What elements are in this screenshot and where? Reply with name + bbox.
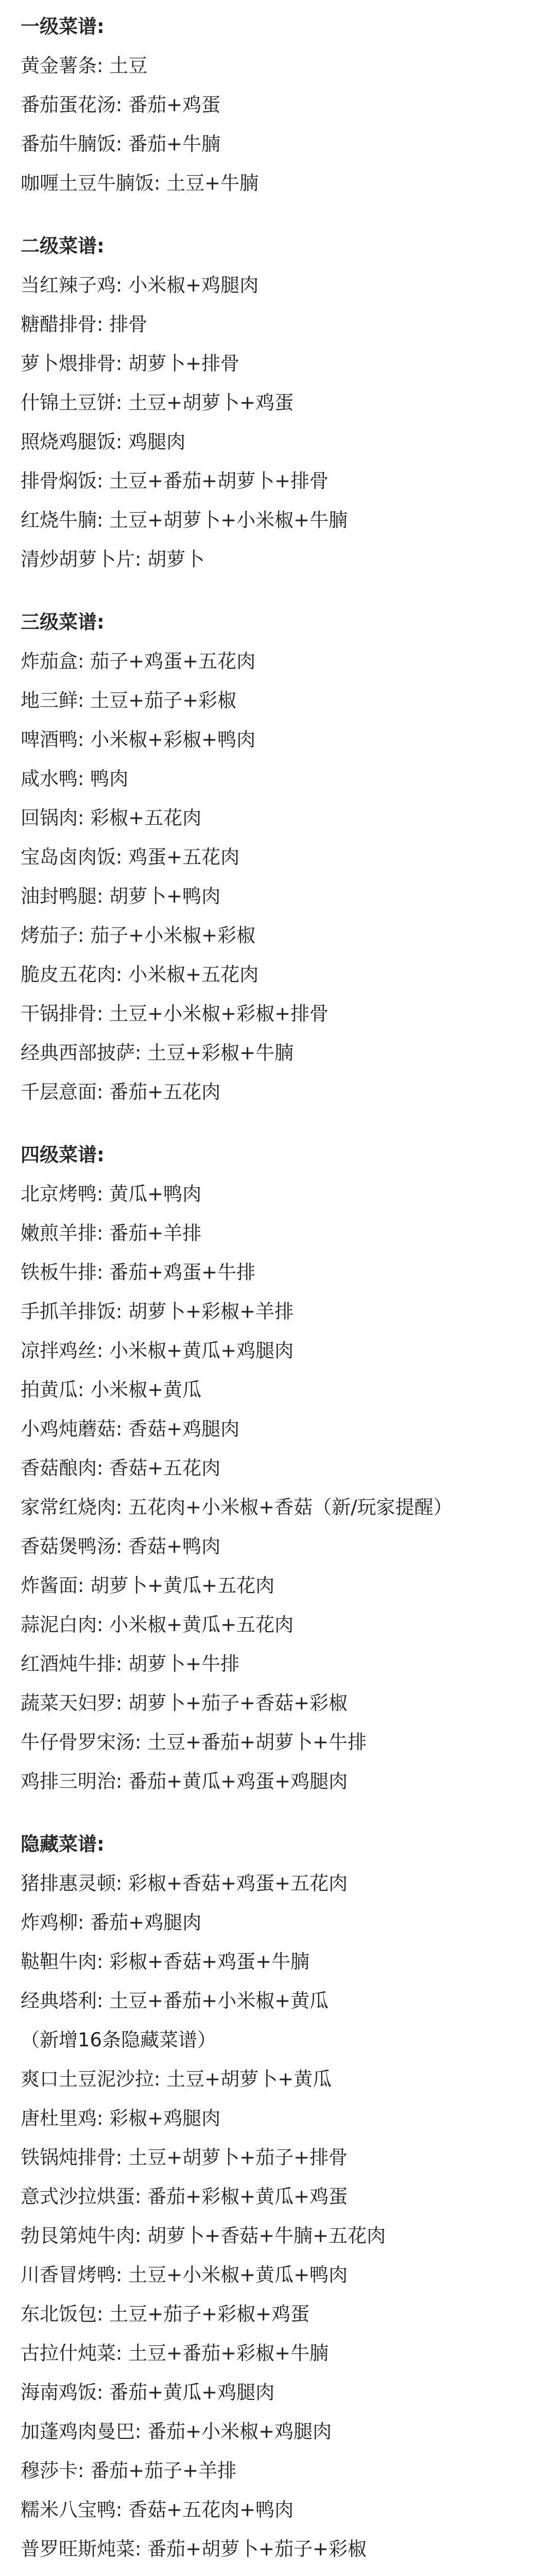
recipe-item: 古拉什炖菜: 土豆+番茄+彩椒+牛腩: [21, 2342, 329, 2364]
recipe-item: 海南鸡饭: 番茄+黄瓜+鸡腿肉: [21, 2381, 275, 2403]
recipe-item: 鸡排三明治: 番茄+黄瓜+鸡蛋+鸡腿肉: [21, 1770, 348, 1792]
section-title: 隐藏菜谱:: [21, 1833, 105, 1855]
recipe-item: 红烧牛腩: 土豆+胡萝卜+小米椒+牛腩: [21, 509, 348, 531]
recipe-section: [21, 603, 556, 1112]
recipe-item: 香菇酿肉: 香菇+五花肉: [21, 1457, 221, 1479]
recipe-item: 猪排惠灵顿: 彩椒+香菇+鸡蛋+五花肉: [21, 1872, 348, 1894]
recipe-item: 北京烤鸭: 黄瓜+鸭肉: [21, 1183, 202, 1205]
recipe-item: 当红辣子鸡: 小米椒+鸡腿肉: [21, 274, 259, 296]
recipe-item: 东北饭包: 土豆+茄子+彩椒+鸡蛋: [21, 2303, 310, 2325]
recipe-sections: [21, 7, 556, 2576]
section-title: 三级菜谱:: [21, 611, 105, 633]
recipe-item: 加蓬鸡肉曼巴: 番茄+小米椒+鸡腿肉: [21, 2420, 332, 2443]
recipe-item: 糯米八宝鸭: 香菇+五花肉+鸭肉: [21, 2499, 294, 2521]
section-title: 二级菜谱:: [21, 235, 105, 257]
recipe-item: 铁锅炖排骨: 土豆+胡萝卜+茄子+排骨: [21, 2146, 348, 2168]
section-title: 四级菜谱:: [21, 1144, 105, 1166]
recipe-item: 铁板牛排: 番茄+鸡蛋+牛排: [21, 1261, 256, 1283]
recipe-item: 宝岛卤肉饭: 鸡蛋+五花肉: [21, 846, 240, 868]
recipe-item: （新增16条隐藏菜谱）: [21, 2029, 217, 2051]
recipe-item: 鞑靼牛肉: 彩椒+香菇+鸡蛋+牛腩: [21, 1951, 310, 1973]
recipe-item: 咖喱土豆牛腩饭: 土豆+牛腩: [21, 172, 259, 194]
recipe-item: 爽口土豆泥沙拉: 土豆+胡萝卜+黄瓜: [21, 2068, 332, 2090]
recipe-item: 啤酒鸭: 小米椒+彩椒+鸭肉: [21, 728, 256, 751]
recipe-item: 干锅排骨: 土豆+小米椒+彩椒+排骨: [21, 1003, 329, 1025]
recipe-item: 经典西部披萨: 土豆+彩椒+牛腩: [21, 1042, 294, 1064]
recipe-item: 回锅肉: 彩椒+五花肉: [21, 807, 202, 829]
recipe-item: 脆皮五花肉: 小米椒+五花肉: [21, 963, 259, 986]
recipe-item: 经典塔利: 土豆+番茄+小米椒+黄瓜: [21, 1990, 329, 2012]
recipe-section: [21, 227, 556, 579]
recipe-item: 手抓羊排饭: 胡萝卜+彩椒+羊排: [21, 1300, 294, 1323]
recipe-item: 糖醋排骨: 排骨: [21, 313, 148, 335]
recipe-item: 千层意面: 番茄+五花肉: [21, 1081, 221, 1103]
recipe-item: 照烧鸡腿饭: 鸡腿肉: [21, 431, 186, 453]
recipe-item: 清炒胡萝卜片: 胡萝卜: [21, 548, 205, 570]
recipe-item: 咸水鸭: 鸭肉: [21, 768, 129, 790]
recipe-item: 炸茄盒: 茄子+鸡蛋+五花肉: [21, 650, 256, 672]
recipe-item: 萝卜煨排骨: 胡萝卜+排骨: [21, 352, 240, 375]
recipe-item: 排骨焖饭: 土豆+番茄+胡萝卜+排骨: [21, 470, 329, 492]
recipe-item: 普罗旺斯炖菜: 番茄+胡萝卜+茄子+彩椒: [21, 2538, 367, 2560]
recipe-item: 小鸡炖蘑菇: 香菇+鸡腿肉: [21, 1418, 240, 1440]
recipe-item: 唐杜里鸡: 彩椒+鸡腿肉: [21, 2107, 221, 2129]
recipe-item: [21, 2569, 556, 2576]
recipe-item: 嫩煎羊排: 番茄+羊排: [21, 1222, 202, 1244]
recipe-item: 番茄蛋花汤: 番茄+鸡蛋: [21, 94, 221, 116]
recipe-item: 蒜泥白肉: 小米椒+黄瓜+五花肉: [21, 1614, 294, 1636]
section-title: 一级菜谱:: [21, 15, 105, 38]
recipe-item: 凉拌鸡丝: 小米椒+黄瓜+鸡腿肉: [21, 1340, 294, 1362]
recipe-item: 油封鸭腿: 胡萝卜+鸭肉: [21, 885, 221, 907]
recipe-section: [21, 7, 556, 203]
recipe-item: 牛仔骨罗宋汤: 土豆+番茄+胡萝卜+牛排: [21, 1731, 367, 1753]
recipe-section: [21, 1825, 556, 2576]
recipe-item: 炸鸡柳: 番茄+鸡腿肉: [21, 1911, 202, 1934]
recipe-item: 炸酱面: 胡萝卜+黄瓜+五花肉: [21, 1574, 275, 1597]
recipe-item: 红酒炖牛排: 胡萝卜+牛排: [21, 1653, 240, 1675]
recipe-item: 香菇煲鸭汤: 香菇+鸭肉: [21, 1535, 221, 1557]
recipe-item: 勃艮第炖牛肉: 胡萝卜+香菇+牛腩+五花肉: [21, 2225, 386, 2247]
recipe-item: 川香冒烤鸭: 土豆+小米椒+黄瓜+鸭肉: [21, 2264, 348, 2286]
recipe-item: 意式沙拉烘蛋: 番茄+彩椒+黄瓜+鸡蛋: [21, 2185, 348, 2208]
recipe-item: 拍黄瓜: 小米椒+黄瓜: [21, 1379, 202, 1401]
recipe-section: [21, 1136, 556, 1801]
recipe-item: 烤茄子: 茄子+小米椒+彩椒: [21, 924, 256, 946]
recipe-item: 黄金薯条: 土豆: [21, 55, 148, 77]
recipe-item: 番茄牛腩饭: 番茄+牛腩: [21, 133, 221, 155]
recipe-item: 穆莎卡: 番茄+茄子+羊排: [21, 2460, 237, 2482]
recipe-item: 地三鲜: 土豆+茄子+彩椒: [21, 689, 237, 711]
recipe-item: 蔬菜天妇罗: 胡萝卜+茄子+香菇+彩椒: [21, 1692, 348, 1714]
recipe-item: 家常红烧肉: 五花肉+小米椒+香菇（新/玩家提醒）: [21, 1496, 453, 1518]
recipe-item: 什锦土豆饼: 土豆+胡萝卜+鸡蛋: [21, 392, 294, 414]
